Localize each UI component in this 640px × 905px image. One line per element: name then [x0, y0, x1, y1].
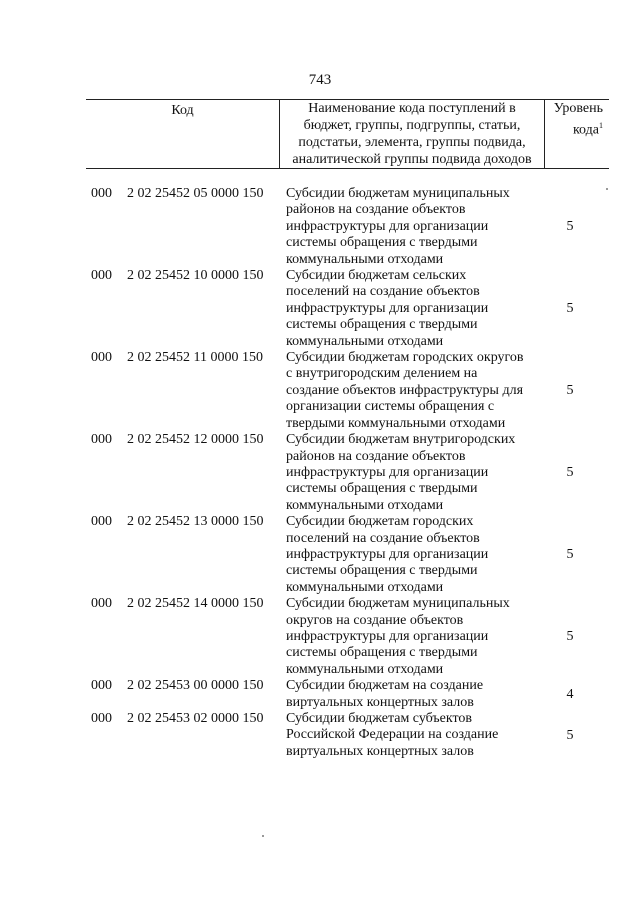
header-name-text: Наименование кода поступлений в бюджет, группы, подгруппы, статьи, подстатьи, элемента, группы подвида, аналитической группы подвида доходов	[292, 101, 532, 167]
row-level: 5	[566, 300, 574, 316]
page-number: 743	[308, 72, 332, 88]
table-row	[0, 186, 640, 268]
table-row	[0, 711, 640, 760]
row-income-code: 2 02 25452 11 0000 150	[127, 350, 263, 366]
table-body	[0, 186, 640, 760]
row-income-code: 2 02 25452 13 0000 150	[127, 514, 264, 530]
header-code: Код	[171, 103, 194, 118]
row-admin-code: 000	[91, 350, 112, 366]
row-description: Субсидии бюджетам внутригородских районов на создание объектов инфраструктуры для организации системы обращения с твердыми коммунальными отходами	[286, 432, 516, 513]
row-income-code: 2 02 25452 12 0000 150	[127, 432, 264, 448]
row-level: 5	[566, 218, 574, 234]
row-admin-code: 000	[91, 514, 112, 530]
scan-speck	[262, 835, 264, 837]
header-level-line2	[544, 117, 609, 139]
table-row	[0, 268, 640, 350]
header-name	[279, 100, 545, 168]
row-level: 5	[566, 464, 574, 480]
table-header	[86, 99, 609, 169]
row-description: Субсидии бюджетам субъектов Российской Федерации на создание виртуальных концертных залов	[286, 711, 499, 759]
header-level-line1: Уровень	[553, 101, 603, 116]
scan-speck	[606, 188, 608, 190]
header-level-word: кода	[572, 122, 599, 138]
header-level-footnote: 1	[599, 121, 603, 130]
table-row	[0, 350, 640, 432]
table-row	[0, 514, 640, 596]
row-description: Субсидии бюджетам сельских поселений на создание объектов инфраструктуры для организации системы обращения с твердыми коммунальными отходами	[286, 268, 489, 349]
row-admin-code: 000	[91, 432, 112, 448]
row-income-code: 2 02 25453 00 0000 150	[127, 678, 264, 694]
table-row	[0, 596, 640, 678]
row-income-code: 2 02 25452 14 0000 150	[127, 596, 264, 612]
row-income-code: 2 02 25453 02 0000 150	[127, 711, 264, 726]
row-level: 5	[566, 546, 574, 562]
row-description: Субсидии бюджетам городских поселений на создание объектов инфраструктуры для организации системы обращения с твердыми коммунальными отходами	[286, 514, 489, 595]
row-admin-code: 000	[91, 711, 112, 726]
row-admin-code: 000	[91, 268, 112, 284]
row-admin-code: 000	[91, 678, 112, 694]
header-level	[544, 100, 609, 168]
row-level: 4	[566, 686, 574, 702]
row-admin-code: 000	[91, 596, 112, 612]
table-row	[0, 678, 640, 711]
row-level: 5	[566, 628, 574, 644]
row-level: 5	[566, 382, 574, 398]
table-row	[0, 432, 640, 514]
row-admin-code: 000	[91, 186, 112, 201]
row-description: Субсидии бюджетам на создание виртуальных концертных залов	[286, 678, 484, 710]
row-description: Субсидии бюджетам муниципальных районов на создание объектов инфраструктуры для организации системы обращения с твердыми коммунальными отходами	[286, 186, 510, 267]
row-level: 5	[566, 727, 574, 743]
row-description: Субсидии бюджетам муниципальных округов на создание объектов инфраструктуры для организации системы обращения с твердыми коммунальными отходами	[286, 596, 510, 677]
row-income-code: 2 02 25452 10 0000 150	[127, 268, 264, 284]
row-income-code: 2 02 25452 05 0000 150	[127, 186, 264, 201]
row-description: Субсидии бюджетам городских округов с внутригородским делением на создание объектов инфраструктуры для организации системы обращения с твердыми коммунальными отходами	[286, 350, 524, 431]
